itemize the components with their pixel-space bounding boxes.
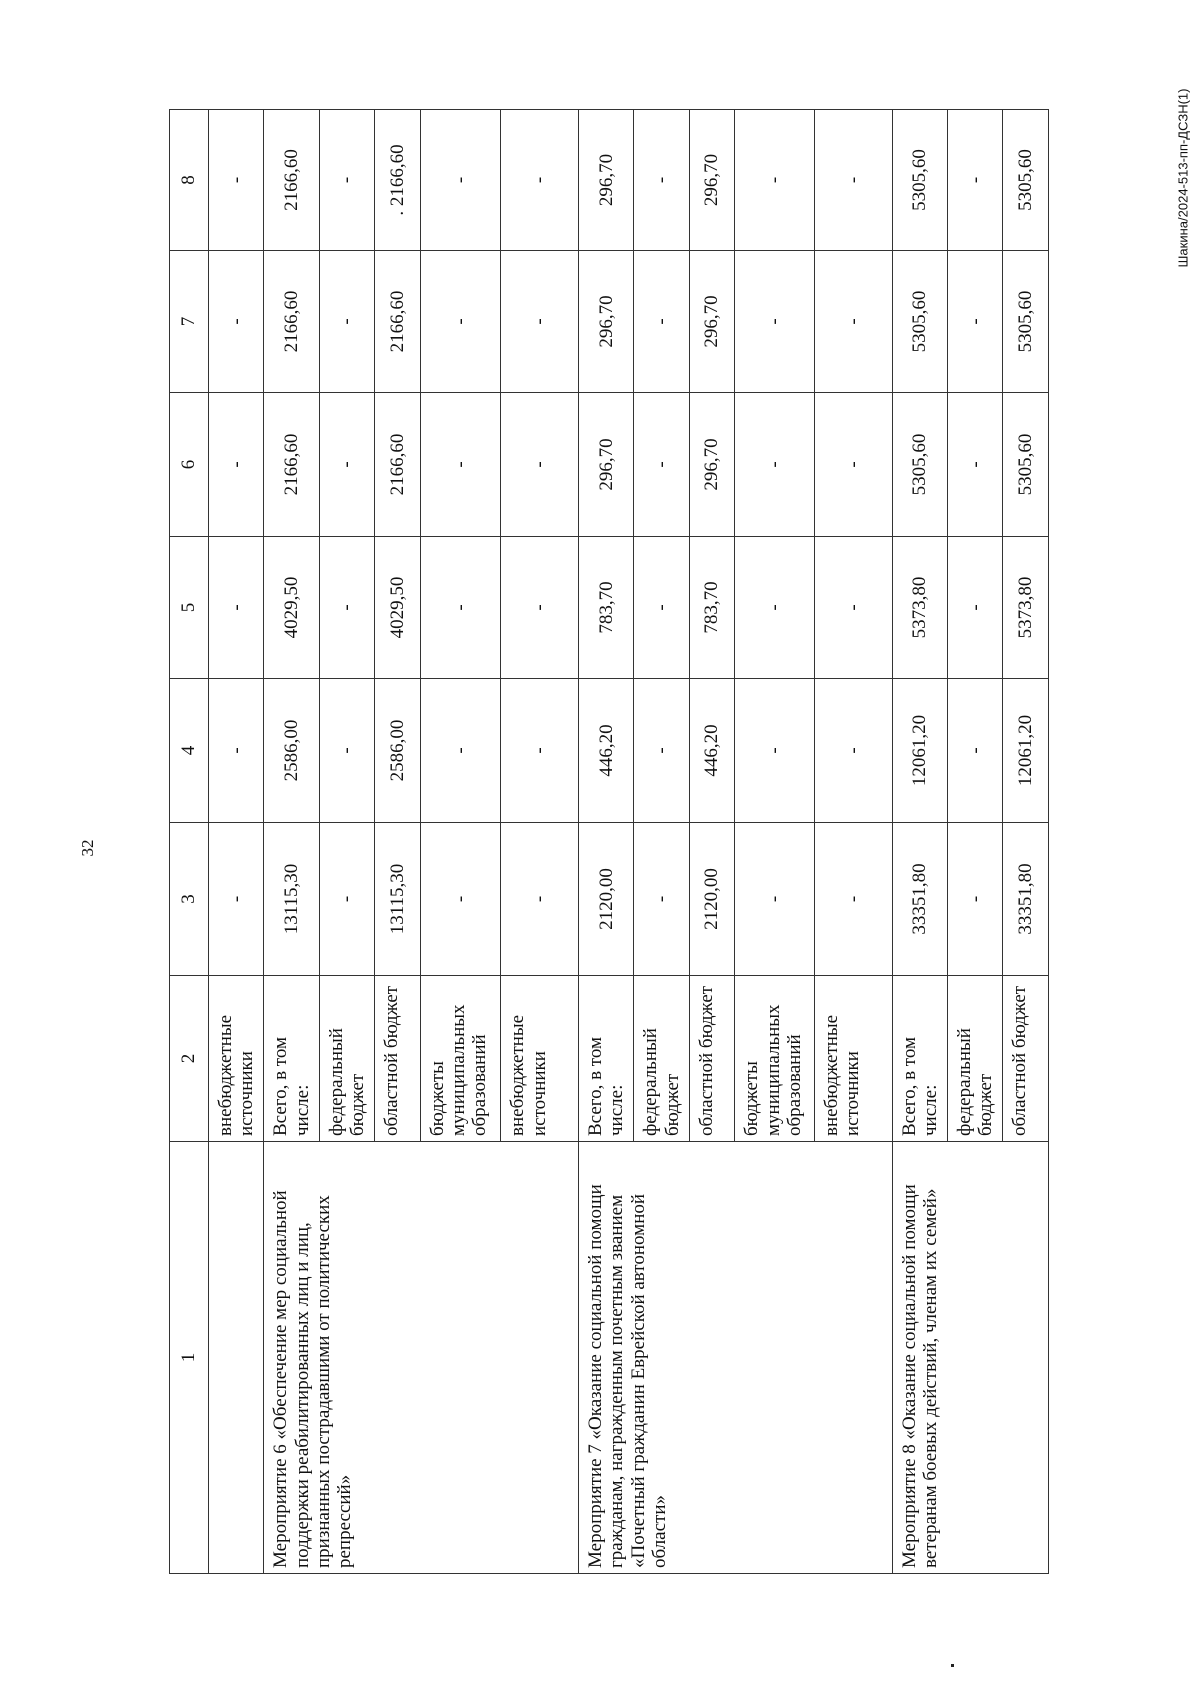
value-cell: 33351,80 bbox=[892, 823, 947, 976]
value-cell: 296,70 bbox=[579, 251, 634, 393]
value-cell: - bbox=[735, 537, 815, 679]
measure-title: Мероприятие 6 «Обеспечение мер социальной поддержки реабилитированных лиц и лиц, признанных пострадавшими от политических репрессий» bbox=[264, 1142, 579, 1574]
value-cell: 2166,60 bbox=[264, 251, 319, 393]
value-cell: - bbox=[209, 393, 264, 537]
value-cell: - bbox=[948, 823, 1003, 976]
value-cell: 5373,80 bbox=[892, 537, 947, 679]
value-cell: 5305,60 bbox=[892, 251, 947, 393]
value-cell: - bbox=[634, 393, 689, 537]
value-cell: - bbox=[634, 679, 689, 823]
funding-source: федеральный бюджет bbox=[319, 976, 374, 1142]
table-row bbox=[209, 110, 264, 1574]
value-cell: 2120,00 bbox=[579, 823, 634, 976]
value-cell: - bbox=[420, 679, 501, 823]
value-cell: 296,70 bbox=[579, 110, 634, 251]
measure-title: Мероприятие 8 «Оказание социальной помощи ветеранам боевых действий, членам их семей» bbox=[892, 1142, 1048, 1574]
value-cell: 2586,00 bbox=[375, 679, 421, 823]
funding-source: Всего, в том числе: bbox=[892, 976, 947, 1142]
value-cell: - bbox=[815, 537, 893, 679]
value-cell: 4029,50 bbox=[264, 537, 319, 679]
value-cell: - bbox=[209, 823, 264, 976]
table-row bbox=[892, 110, 947, 1574]
value-cell: - bbox=[815, 251, 893, 393]
value-cell: - bbox=[209, 251, 264, 393]
funding-source: областной бюджет bbox=[1003, 976, 1049, 1142]
column-header: 5 bbox=[170, 537, 209, 679]
value-cell: - bbox=[735, 110, 815, 251]
column-header: 3 bbox=[170, 823, 209, 976]
value-cell: - bbox=[735, 251, 815, 393]
value-cell: - bbox=[420, 110, 501, 251]
value-cell: 4029,50 bbox=[375, 537, 421, 679]
value-cell: 5305,60 bbox=[892, 110, 947, 251]
column-header: 4 bbox=[170, 679, 209, 823]
funding-source: внебюджетные источники bbox=[815, 976, 893, 1142]
funding-source: областной бюджет bbox=[375, 976, 421, 1142]
value-cell: 12061,20 bbox=[892, 679, 947, 823]
measure-title: Мероприятие 7 «Оказание социальной помощи гражданам, награжденным почетным званием «Почетный гражданин Еврейской автономной области» bbox=[579, 1142, 893, 1574]
value-cell: - bbox=[948, 110, 1003, 251]
value-cell: 12061,20 bbox=[1003, 679, 1049, 823]
value-cell: - bbox=[634, 110, 689, 251]
value-cell: 2166,60 bbox=[264, 393, 319, 537]
value-cell: - bbox=[634, 251, 689, 393]
value-cell: - bbox=[948, 537, 1003, 679]
column-header: 2 bbox=[170, 976, 209, 1142]
rotated-table-container bbox=[169, 110, 1049, 1574]
value-cell: - bbox=[501, 537, 579, 679]
value-cell: - bbox=[501, 679, 579, 823]
value-cell: 2166,60 bbox=[375, 251, 421, 393]
value-cell: 783,70 bbox=[579, 537, 634, 679]
value-cell: - bbox=[735, 823, 815, 976]
funding-source: Всего, в том числе: bbox=[264, 976, 319, 1142]
value-cell: - bbox=[209, 537, 264, 679]
funding-source: федеральный бюджет bbox=[634, 976, 689, 1142]
value-cell: 5305,60 bbox=[1003, 251, 1049, 393]
column-header: 1 bbox=[170, 1142, 209, 1574]
value-cell: 296,70 bbox=[579, 393, 634, 537]
value-cell: - bbox=[319, 110, 374, 251]
value-cell: 13115,30 bbox=[264, 823, 319, 976]
value-cell: - bbox=[815, 679, 893, 823]
page-number: 32 bbox=[78, 839, 97, 857]
value-cell: 13115,30 bbox=[375, 823, 421, 976]
value-cell: - bbox=[319, 251, 374, 393]
value-cell: 2586,00 bbox=[264, 679, 319, 823]
value-cell: - bbox=[319, 537, 374, 679]
value-cell: 446,20 bbox=[579, 679, 634, 823]
value-cell: 296,70 bbox=[689, 393, 735, 537]
value-cell: - bbox=[501, 251, 579, 393]
funding-source: бюджеты муниципальных образований bbox=[420, 976, 501, 1142]
table-row bbox=[264, 110, 319, 1574]
value-cell: - bbox=[501, 110, 579, 251]
funding-source: внебюджетные источники bbox=[209, 976, 264, 1142]
funding-source: федеральный бюджет bbox=[948, 976, 1003, 1142]
value-cell: - bbox=[948, 393, 1003, 537]
funding-source: внебюджетные источники bbox=[501, 976, 579, 1142]
column-header: 7 bbox=[170, 251, 209, 393]
funding-source: областной бюджет bbox=[689, 976, 735, 1142]
value-cell: - bbox=[319, 823, 374, 976]
budget-table bbox=[169, 109, 1049, 1574]
table-row bbox=[579, 110, 634, 1574]
value-cell: - bbox=[420, 393, 501, 537]
value-cell: 5305,60 bbox=[1003, 393, 1049, 537]
value-cell: 33351,80 bbox=[1003, 823, 1049, 976]
document-code: Шакина/2024-513-пп-ДСЗН(1) bbox=[1175, 88, 1191, 268]
value-cell: . 2166,60 bbox=[375, 110, 421, 251]
value-cell: - bbox=[209, 679, 264, 823]
value-cell: 446,20 bbox=[689, 679, 735, 823]
value-cell: 296,70 bbox=[689, 251, 735, 393]
column-header: 6 bbox=[170, 393, 209, 537]
value-cell: 2166,60 bbox=[264, 110, 319, 251]
value-cell: 2166,60 bbox=[375, 393, 421, 537]
value-cell: 5305,60 bbox=[892, 393, 947, 537]
value-cell: 5373,80 bbox=[1003, 537, 1049, 679]
column-header: 8 bbox=[170, 110, 209, 251]
value-cell: - bbox=[735, 679, 815, 823]
value-cell: - bbox=[815, 823, 893, 976]
value-cell: - bbox=[420, 537, 501, 679]
value-cell: 2120,00 bbox=[689, 823, 735, 976]
value-cell: - bbox=[815, 110, 893, 251]
value-cell: - bbox=[501, 823, 579, 976]
stray-mark bbox=[951, 1664, 954, 1667]
value-cell: - bbox=[948, 679, 1003, 823]
value-cell: - bbox=[501, 393, 579, 537]
value-cell: - bbox=[634, 823, 689, 976]
value-cell: - bbox=[735, 393, 815, 537]
value-cell: - bbox=[815, 393, 893, 537]
funding-source: бюджеты муниципальных образований bbox=[735, 976, 815, 1142]
value-cell: - bbox=[319, 393, 374, 537]
value-cell: - bbox=[634, 537, 689, 679]
value-cell: 5305,60 bbox=[1003, 110, 1049, 251]
measure-title bbox=[209, 1142, 264, 1574]
value-cell: 296,70 bbox=[689, 110, 735, 251]
value-cell: 783,70 bbox=[689, 537, 735, 679]
value-cell: - bbox=[948, 251, 1003, 393]
value-cell: - bbox=[420, 823, 501, 976]
funding-source: Всего, в том числе: bbox=[579, 976, 634, 1142]
value-cell: - bbox=[209, 110, 264, 251]
value-cell: - bbox=[319, 679, 374, 823]
value-cell: - bbox=[420, 251, 501, 393]
